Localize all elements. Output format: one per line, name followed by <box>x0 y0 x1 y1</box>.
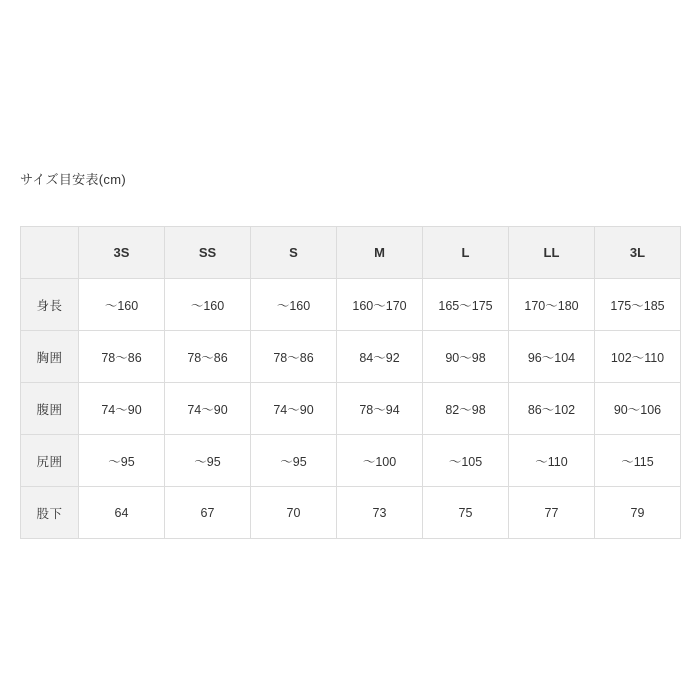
cell-waist-ll: 86〜102 <box>509 383 595 435</box>
cell-height-ll: 170〜180 <box>509 279 595 331</box>
table-row <box>21 383 681 435</box>
cell-hip-ll: 〜110 <box>509 435 595 487</box>
cell-waist-3s: 74〜90 <box>79 383 165 435</box>
cell-height-s: 〜160 <box>251 279 337 331</box>
cell-waist-l: 82〜98 <box>423 383 509 435</box>
table-row <box>21 279 681 331</box>
cell-chest-m: 84〜92 <box>337 331 423 383</box>
cell-chest-3s: 78〜86 <box>79 331 165 383</box>
table-row <box>21 487 681 539</box>
table-body <box>21 279 681 539</box>
cell-inseam-3l: 79 <box>595 487 681 539</box>
cell-inseam-ss: 67 <box>165 487 251 539</box>
cell-waist-m: 78〜94 <box>337 383 423 435</box>
table-caption: サイズ目安表(cm) <box>20 172 126 187</box>
cell-height-3l: 175〜185 <box>595 279 681 331</box>
cell-inseam-3s: 64 <box>79 487 165 539</box>
column-header-ll: LL <box>509 227 595 279</box>
size-table <box>20 226 681 539</box>
column-header-m: M <box>337 227 423 279</box>
row-header-hip: 尻囲 <box>21 435 79 487</box>
column-header-3l: 3L <box>595 227 681 279</box>
cell-inseam-l: 75 <box>423 487 509 539</box>
cell-hip-s: 〜95 <box>251 435 337 487</box>
column-header-l: L <box>423 227 509 279</box>
cell-height-3s: 〜160 <box>79 279 165 331</box>
cell-chest-3l: 102〜110 <box>595 331 681 383</box>
row-header-height: 身長 <box>21 279 79 331</box>
cell-hip-ss: 〜95 <box>165 435 251 487</box>
column-header-ss: SS <box>165 227 251 279</box>
table-row <box>21 331 681 383</box>
cell-chest-l: 90〜98 <box>423 331 509 383</box>
column-header-s: S <box>251 227 337 279</box>
cell-inseam-ll: 77 <box>509 487 595 539</box>
cell-inseam-s: 70 <box>251 487 337 539</box>
cell-hip-m: 〜100 <box>337 435 423 487</box>
table-header-row <box>21 227 681 279</box>
cell-hip-3l: 〜115 <box>595 435 681 487</box>
row-header-chest: 胸囲 <box>21 331 79 383</box>
column-header-3s: 3S <box>79 227 165 279</box>
size-table-container <box>20 226 680 539</box>
row-header-waist: 腹囲 <box>21 383 79 435</box>
cell-hip-l: 〜105 <box>423 435 509 487</box>
table-row <box>21 435 681 487</box>
table-corner-cell <box>21 227 79 279</box>
row-header-inseam: 股下 <box>21 487 79 539</box>
cell-hip-3s: 〜95 <box>79 435 165 487</box>
table-header <box>21 227 681 279</box>
cell-chest-s: 78〜86 <box>251 331 337 383</box>
cell-waist-s: 74〜90 <box>251 383 337 435</box>
cell-inseam-m: 73 <box>337 487 423 539</box>
cell-height-l: 165〜175 <box>423 279 509 331</box>
cell-waist-ss: 74〜90 <box>165 383 251 435</box>
cell-waist-3l: 90〜106 <box>595 383 681 435</box>
cell-chest-ll: 96〜104 <box>509 331 595 383</box>
cell-height-m: 160〜170 <box>337 279 423 331</box>
cell-height-ss: 〜160 <box>165 279 251 331</box>
cell-chest-ss: 78〜86 <box>165 331 251 383</box>
